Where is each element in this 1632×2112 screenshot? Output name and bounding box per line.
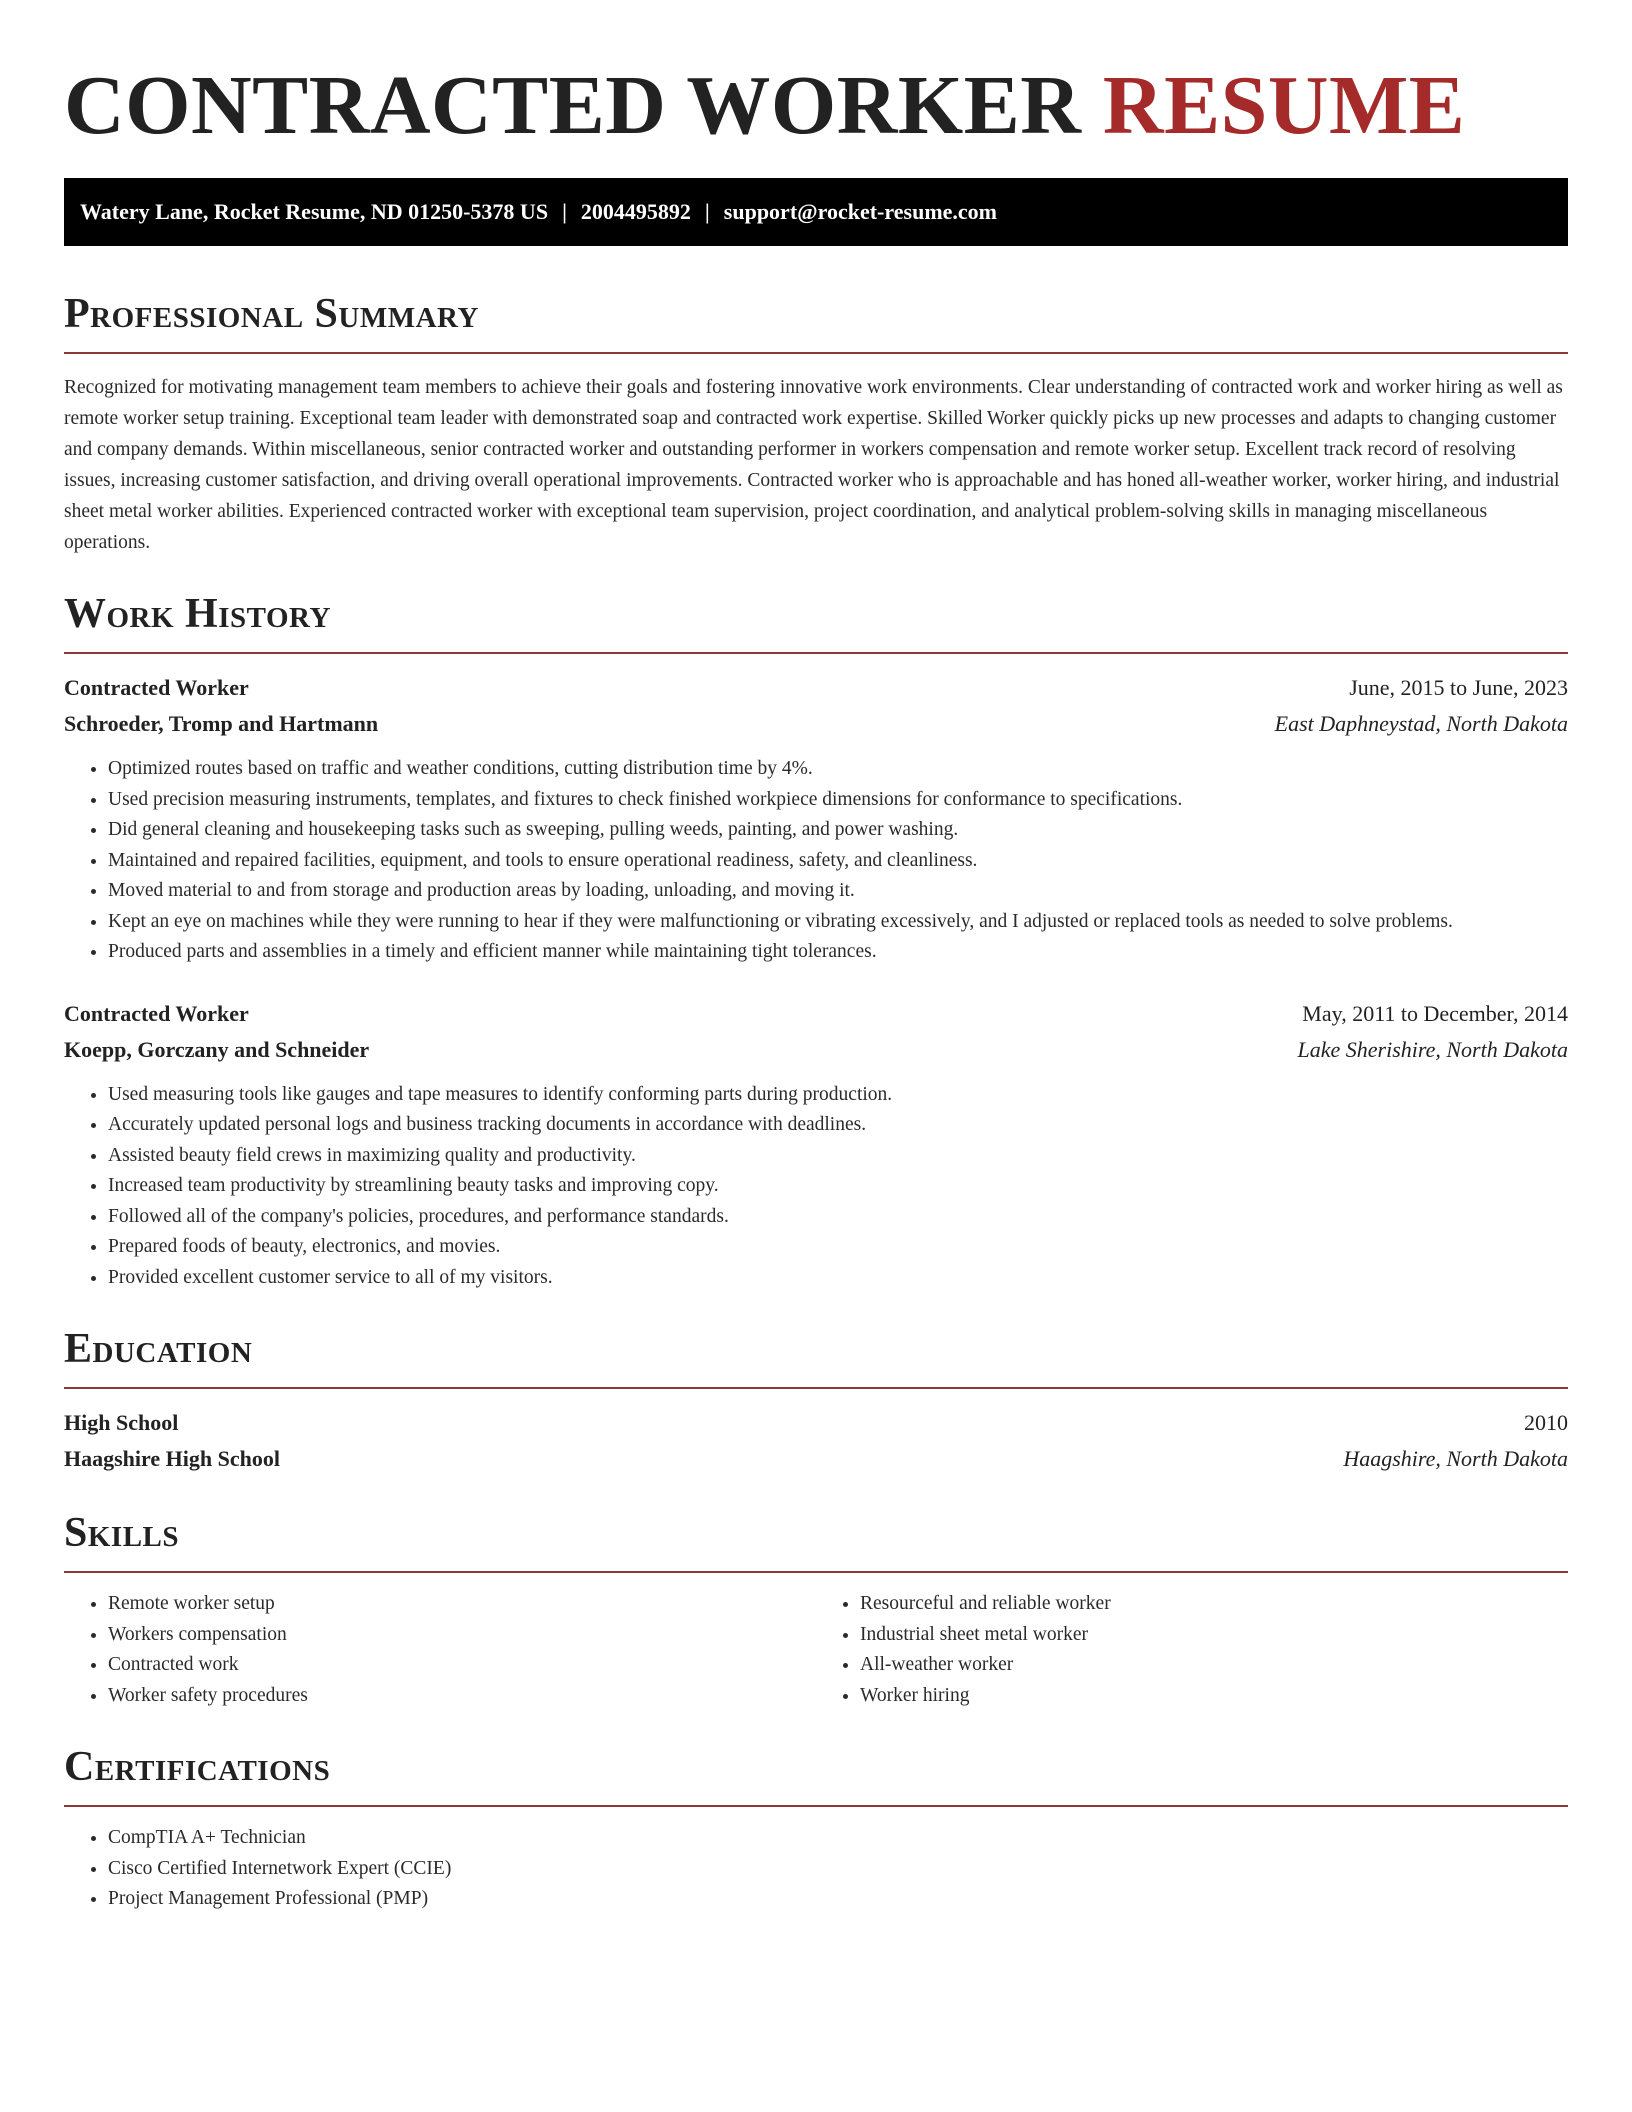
education-school: Haagshire High School xyxy=(64,1446,280,1471)
education-degree: High School xyxy=(64,1410,179,1435)
list-item: • Resourceful and reliable worker xyxy=(860,1589,1568,1620)
contact-email: support@rocket-resume.com xyxy=(723,199,997,224)
list-item: • Cisco Certified Internetwork Expert (CCIE) xyxy=(108,1854,1568,1885)
section-divider xyxy=(64,1571,1568,1573)
certifications-section xyxy=(64,1743,1568,1915)
summary-heading: Professional Summary xyxy=(64,291,479,337)
job-entry xyxy=(64,996,1568,1294)
job-dates: May, 2011 to December, 2014 xyxy=(1302,1000,1568,1026)
list-item: • Prepared foods of beauty, electronics, and movies. xyxy=(108,1232,1568,1263)
certifications-list xyxy=(64,1823,1568,1915)
list-item: • Moved material to and from storage and production areas by loading, unloading, and moving it. xyxy=(108,876,1568,907)
skills-list-left xyxy=(64,1589,816,1711)
section-divider xyxy=(64,1387,1568,1389)
list-item: • Followed all of the company's policies, procedures, and performance standards. xyxy=(108,1202,1568,1233)
education-header-row xyxy=(64,1405,1568,1441)
education-location: Haagshire, North Dakota xyxy=(1343,1446,1568,1471)
list-item: • Maintained and repaired facilities, equipment, and tools to ensure operational readiness, safety, and cleanliness. xyxy=(108,846,1568,877)
list-item: • Kept an eye on machines while they were running to hear if they were malfunctioning or vibrating excessively, and I adjusted or replaced tools as needed to solve problems. xyxy=(108,907,1568,938)
contact-separator: | xyxy=(704,199,710,224)
education-heading: Education xyxy=(64,1326,253,1372)
job-duties-list xyxy=(64,1080,1568,1294)
section-divider xyxy=(64,1805,1568,1807)
list-item: • Contracted work xyxy=(108,1650,816,1681)
title-main: CONTRACTED WORKER xyxy=(64,59,1082,152)
list-item: • Industrial sheet metal worker xyxy=(860,1620,1568,1651)
list-item: • Used precision measuring instruments, templates, and fixtures to check finished workpiece dimensions for conformance to specifications. xyxy=(108,785,1568,816)
list-item: • Optimized routes based on traffic and weather conditions, cutting distribution time by 4%. xyxy=(108,754,1568,785)
title-accent: RESUME xyxy=(1102,59,1466,152)
job-title: Contracted Worker xyxy=(64,675,249,700)
list-item: • Worker safety procedures xyxy=(108,1681,816,1712)
list-item: • Produced parts and assemblies in a timely and efficient manner while maintaining tight tolerances. xyxy=(108,937,1568,968)
job-entry xyxy=(64,670,1568,968)
list-item: • CompTIA A+ Technician xyxy=(108,1823,1568,1854)
job-dates: June, 2015 to June, 2023 xyxy=(1349,675,1568,700)
certifications-heading: Certifications xyxy=(64,1744,331,1790)
education-entry xyxy=(64,1405,1568,1477)
list-item: • Remote worker setup xyxy=(108,1589,816,1620)
list-item: • Provided excellent customer service to all of my visitors. xyxy=(108,1263,1568,1294)
resume-title xyxy=(64,0,1568,152)
list-item: • Used measuring tools like gauges and tape measures to identify conforming parts during production. xyxy=(108,1080,1568,1111)
skills-section xyxy=(64,1509,1568,1711)
summary-text: Recognized for motivating management team members to achieve their goals and fostering innovative work environments. Clear understanding of contracted work and worker hiring as well as remote worker setup training. Exceptional team leader with demonstrated soap and contracted work expertise. Skilled Worker quickly picks up new processes and adapts to changing customer and company demands. Within miscellaneous, senior contracted worker and outstanding performer in workers compensation and remote worker setup. Excellent track record of resolving issues, increasing customer satisfaction, and driving overall operational improvements. Contracted worker who is approachable and has honed all-weather worker, worker hiring, and industrial sheet metal worker abilities. Experienced contracted worker with exceptional team supervision, project coordination, and analytical problem-solving skills in managing miscellaneous operations. xyxy=(64,377,1563,553)
job-duties-list xyxy=(64,754,1568,968)
contact-separator: | xyxy=(562,199,567,224)
list-item: • Worker hiring xyxy=(860,1681,1568,1712)
education-section xyxy=(64,1325,1568,1477)
skills-list-right xyxy=(816,1589,1568,1711)
education-year: 2010 xyxy=(1524,1410,1568,1435)
skills-grid xyxy=(64,1589,1568,1711)
job-company-row xyxy=(64,706,1568,742)
list-item: • Increased team productivity by streamlining beauty tasks and improving copy. xyxy=(108,1171,1568,1202)
work-history-section xyxy=(64,590,1568,1293)
contact-address: Watery Lane, Rocket Resume, ND 01250-5378 US xyxy=(80,199,549,224)
job-header-row xyxy=(64,670,1568,706)
job-company: Schroeder, Tromp and Hartmann xyxy=(64,711,379,736)
list-item: • Workers compensation xyxy=(108,1620,816,1651)
list-item: • Accurately updated personal logs and business tracking documents in accordance with deadlines. xyxy=(108,1110,1568,1141)
contact-phone: 2004495892 xyxy=(580,199,691,224)
list-item: • Assisted beauty field crews in maximizing quality and productivity. xyxy=(108,1141,1568,1172)
list-item: • Did general cleaning and housekeeping tasks such as sweeping, pulling weeds, painting, and power washing. xyxy=(108,815,1568,846)
list-item: • All-weather worker xyxy=(860,1650,1568,1681)
job-location: East Daphneystad, North Dakota xyxy=(1274,711,1568,736)
education-school-row xyxy=(64,1441,1568,1477)
resume-page xyxy=(64,0,1568,1915)
job-location: Lake Sherishire, North Dakota xyxy=(1297,1036,1568,1062)
job-title: Contracted Worker xyxy=(64,1000,249,1026)
job-company-row xyxy=(64,1032,1568,1068)
work-history-heading: Work History xyxy=(64,591,331,637)
list-item: • Project Management Professional (PMP) xyxy=(108,1884,1568,1915)
job-header-row xyxy=(64,996,1568,1032)
section-divider xyxy=(64,352,1568,354)
summary-section xyxy=(64,290,1568,558)
job-company: Koepp, Gorczany and Schneider xyxy=(64,1036,370,1062)
contact-bar xyxy=(64,178,1568,246)
skills-heading: Skills xyxy=(64,1510,180,1556)
section-divider xyxy=(64,652,1568,654)
